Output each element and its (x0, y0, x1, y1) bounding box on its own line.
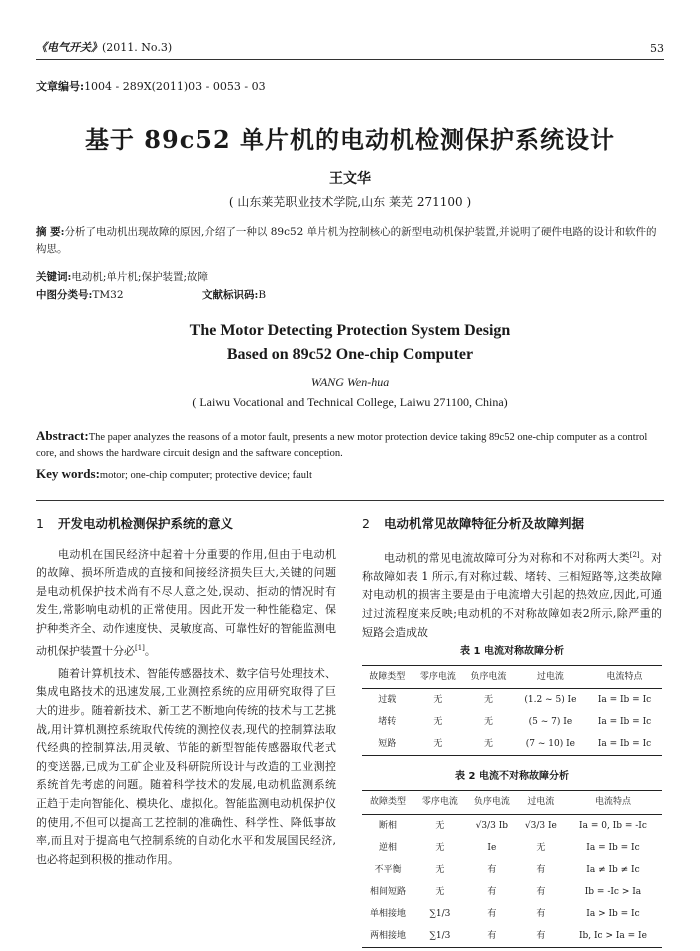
document-code (202, 287, 266, 302)
citation-1: [1] (135, 643, 145, 652)
clc-label: 中图分类号: (36, 289, 93, 301)
table-cell: 有 (536, 864, 546, 875)
section2-heading (362, 515, 662, 534)
cn-abstract-label: 摘 要: (36, 226, 65, 238)
page-number: 53 (650, 42, 664, 55)
table-cell: 有 (536, 886, 546, 897)
table1 (362, 665, 662, 757)
table-cell: Ib, Ic > Ia = Ie (578, 930, 647, 941)
table-cell: 不平衡 (374, 864, 402, 875)
table-cell: 有 (487, 886, 497, 897)
table-cell: 无 (536, 842, 546, 853)
table2-header-cell: 过电流 (527, 797, 555, 807)
cn-abstract-text: 分析了电动机出现故障的原因,介绍了一种以 89c52 单片机为控制核心的新型电动机保护装置,并说明了硬件电路的设计和软件的构思。 (36, 226, 657, 255)
table1-header-cell: 故障类型 (369, 671, 406, 682)
en-title-line1: The Motor Detecting Protection System Design (189, 322, 511, 339)
table-cell: (1.2 ~ 5) Ie (524, 695, 577, 706)
en-abstract-label: Abstract: (36, 428, 89, 443)
table-row (362, 881, 662, 903)
en-title-line2: Based on 89c52 One-chip Computer (226, 346, 474, 363)
table-cell: Ib = -Ic > Ia (584, 886, 642, 897)
citation-2: [2] (629, 550, 640, 559)
clc-code (36, 289, 124, 301)
table-cell: 两相接地 (369, 930, 406, 941)
table-row (362, 814, 662, 837)
table-cell: Ia = Ib = Ic (597, 695, 652, 706)
table2-body (362, 814, 662, 947)
table-cell: Ia > Ib = Ic (586, 908, 640, 919)
table-cell: 无 (433, 695, 443, 706)
table2-header-cell: 电流特点 (594, 797, 631, 807)
cn-abstract (36, 224, 664, 258)
article-number-label: 文章编号: (36, 80, 85, 93)
table1-header-cell: 零序电流 (419, 671, 456, 682)
doc-value: B (258, 289, 267, 301)
en-keywords (36, 466, 664, 482)
table-cell: 堵转 (378, 717, 397, 728)
clc-value: TM32 (92, 289, 124, 301)
table-cell: Ia = Ib = Ic (586, 842, 640, 853)
table-row (362, 689, 662, 712)
section2-number: 2 (362, 516, 370, 531)
section1-heading (36, 515, 336, 534)
classification-row (36, 287, 636, 302)
en-keywords-label: Key words: (36, 466, 100, 481)
section1-para2: 随着计算机技术、智能传感器技术、数字信号处理技术、集成电路技术的迅速发展,工业测控系统的应用研究取得了巨大的进步。随着新技术、新工艺不断地向传统的技术与工艺挑战,用计算机测控系统取代传统的测控仪表,现代的控制算法取代经典的控制算法,用灵敏、节能的新型智能传感器取代老式的变送器,已成为工矿企业及科研院所设计与改造的工业测控系统首先考虑的问题。随着科学技术的发展,电动机监测系统正趋于走向智能化、模块化、虚拟化。智能监测电动机保护仪的使用,不但可以提高工艺控制的准确性、科学性、降低事故率,而且对于提高电气控制系统的自动化水平和发展国民经济,也必将起到积极的推动作用。 (36, 666, 336, 866)
table-row (362, 711, 662, 733)
table1-body (362, 689, 662, 756)
table-cell: 有 (536, 908, 546, 919)
table1-caption: 表 1 电流对称故障分析 (460, 646, 564, 658)
table1-header-cell: 电流特点 (606, 671, 643, 682)
table-row (362, 733, 662, 756)
table2 (362, 790, 662, 948)
table-cell: 无 (435, 886, 445, 897)
en-keywords-text: motor; one-chip computer; protective device; fault (99, 470, 312, 481)
section2-para (362, 546, 662, 643)
table-cell: 无 (435, 864, 445, 875)
table-cell: 逆相 (378, 842, 397, 853)
cn-title: 基于 89c52 单片机的电动机检测保护系统设计 (84, 125, 616, 154)
table1-header-cell: 负序电流 (470, 671, 507, 682)
table-row (362, 903, 662, 925)
en-abstract-text: The paper analyzes the reasons of a motor fault, presents a new motor protection device taking 89c52 one-chip computer as a control core, and shows the hardware circuit design and the saftware conception. (36, 432, 648, 459)
section1-para1-end: 。 (144, 644, 156, 658)
right-column (362, 515, 662, 948)
table2-header-cell: 零序电流 (421, 797, 458, 807)
cn-author: 王文华 (329, 171, 371, 187)
table1-header-cell: 过电流 (536, 671, 564, 682)
article-number (36, 78, 266, 94)
table-cell: 过载 (378, 695, 397, 706)
table-cell: 短路 (378, 739, 397, 750)
en-author: WANG Wen-hua (310, 375, 390, 389)
table-cell: 无 (435, 820, 445, 831)
journal-issue (36, 39, 172, 55)
table-cell: √3/3 Ie (524, 820, 557, 831)
table-cell: 有 (487, 864, 497, 875)
table-row (362, 925, 662, 948)
table-cell: Ia = Ib = Ic (597, 739, 652, 750)
en-affiliation: ( Laiwu Vocational and Technical College, Laiwu 271100, China) (192, 395, 508, 409)
cn-keywords (36, 269, 664, 286)
cn-keywords-label: 关键词: (36, 271, 72, 283)
article-number-value: 1004 - 289X(2011)03 - 0053 - 03 (84, 80, 266, 93)
table-cell: 有 (487, 908, 497, 919)
cn-keywords-text: 电动机;单片机;保护装置;故障 (71, 271, 209, 283)
table-cell: 无 (484, 739, 494, 750)
section2-para-b: 。对称故障如表 1 所示,有对称过载、堵转、三相短路等,这类故障对电动机的损害主要是由于电流增大引起的热效应,因此,可通过过流程度来反映;电动机的不对称故障如表2所示,除严重的短路会造成故 (362, 551, 663, 639)
table-cell: 无 (433, 739, 443, 750)
table-row (362, 859, 662, 881)
doc-label: 文献标识码: (202, 289, 259, 301)
table-cell: 有 (487, 930, 497, 941)
table-cell: (5 ~ 7) Ie (528, 717, 573, 728)
table-row (362, 837, 662, 859)
section1-title: 开发电动机检测保护系统的意义 (57, 516, 233, 531)
section2-para-a: 电动机的常见电流故障可分为对称和不对称两大类 (384, 551, 630, 565)
table-cell: √3/3 Ib (475, 820, 509, 831)
table-cell: ∑1/3 (429, 930, 451, 941)
section1-para1 (36, 546, 336, 661)
table-cell: Ie (487, 842, 497, 853)
divider (36, 500, 664, 501)
en-abstract (36, 428, 664, 462)
table1-header-row (362, 665, 662, 689)
section2-title: 电动机常见故障特征分析及故障判据 (383, 516, 584, 531)
section1-number: 1 (36, 516, 44, 531)
table-cell: 无 (484, 717, 494, 728)
cn-affiliation: ( 山东莱芜职业技术学院,山东 莱芜 271100 ) (228, 195, 472, 209)
issue-number: (2011. No.3) (102, 41, 173, 54)
table-cell: Ia ≠ Ib ≠ Ic (586, 864, 640, 875)
table-cell: 单相接地 (369, 908, 406, 919)
left-column (36, 515, 336, 869)
table-cell: 无 (433, 717, 443, 728)
table2-header-cell: 负序电流 (473, 797, 510, 807)
journal-name: 《电气开关》 (36, 41, 102, 54)
table-cell: Ia = 0, Ib = -Ic (579, 820, 647, 831)
table-cell: 无 (484, 695, 494, 706)
running-header (36, 40, 664, 60)
table2-caption: 表 2 电流不对称故障分析 (455, 771, 569, 783)
table2-header-row (362, 791, 662, 815)
table-cell: 有 (536, 930, 546, 941)
table-cell: ∑1/3 (429, 908, 451, 919)
table-cell: 相间短路 (369, 886, 406, 897)
section1-para1-text: 电动机在国民经济中起着十分重要的作用,但由于电动机的故障、损坏所造成的直接和间接经济损失巨大,关键的问题是电动机保护技术尚有不尽人意之处,误动、拒动的情况时有发生,常影响电动机的正常使用。因此开发一种性能稳定、保护种类齐全、动作速度快、灵敏度高、可靠性好的智能监测电动机保护装置十分必 (36, 547, 336, 658)
table-cell: 断相 (378, 820, 397, 831)
table-cell: Ia = Ib = Ic (597, 717, 652, 728)
table-cell: (7 ~ 10) Ie (525, 739, 576, 750)
table2-header-cell: 故障类型 (369, 797, 406, 807)
table-cell: 无 (435, 842, 445, 853)
